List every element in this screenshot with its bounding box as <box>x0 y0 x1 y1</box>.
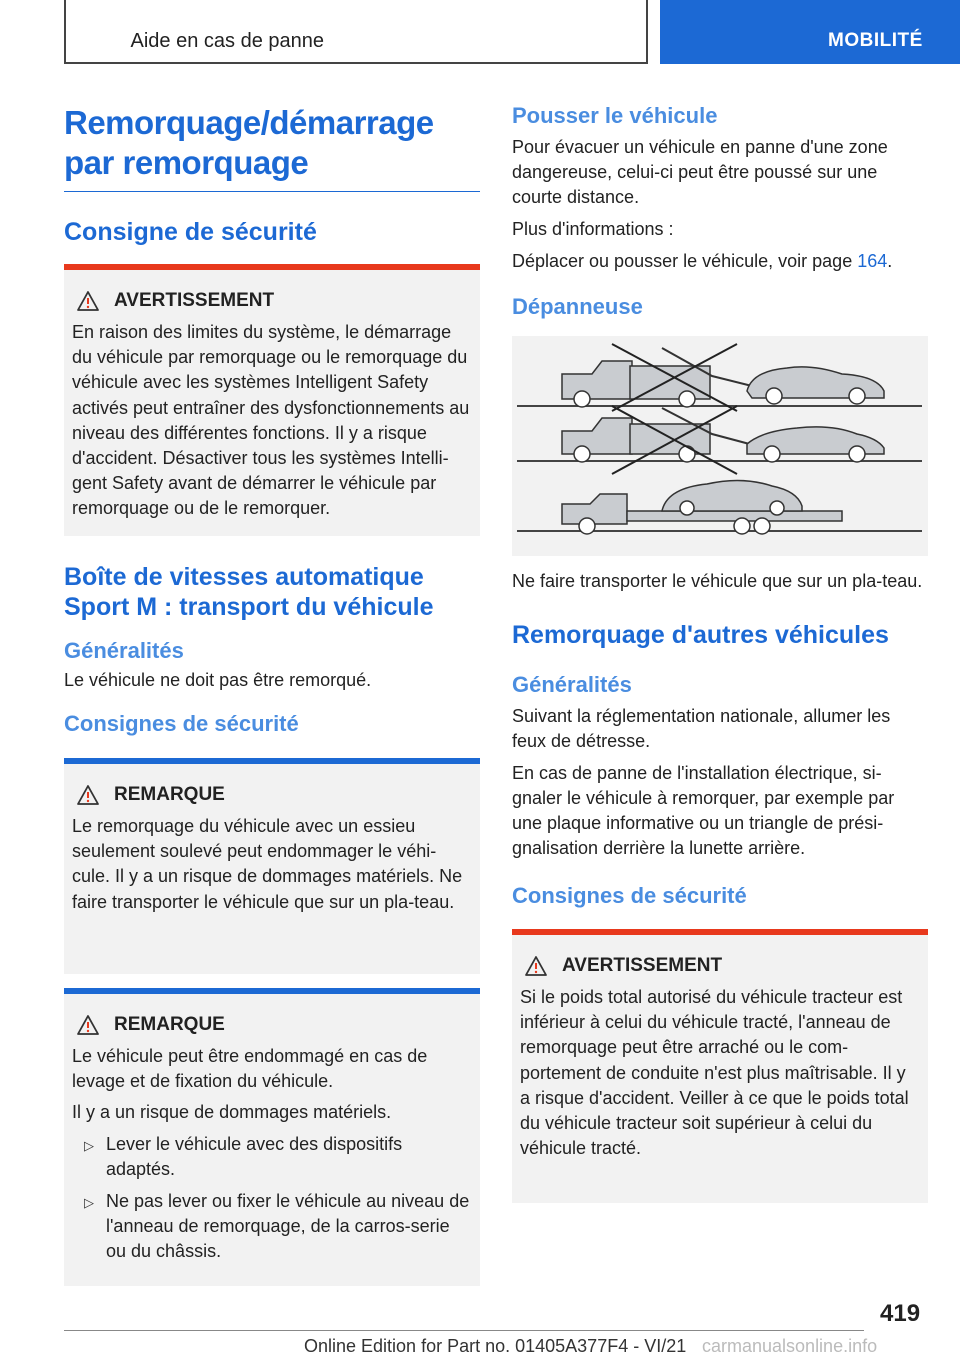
list-item <box>72 1132 472 1182</box>
warning-title-2-text: AVERTISSEMENT <box>562 955 723 976</box>
warning-box <box>64 264 480 536</box>
tow-truck-illustration <box>512 336 928 556</box>
tow-truck-caption: Ne faire transporter le véhicule que sur un pla-teau. <box>512 571 923 591</box>
safety-heading: Consigne de sécurité <box>64 218 317 246</box>
header-chapter-tab[interactable] <box>660 0 960 64</box>
note-title-1 <box>72 784 472 806</box>
warning-title-text: AVERTISSEMENT <box>114 290 275 311</box>
list-item-text: Lever le véhicule avec des dispositifs adaptés. <box>106 1133 403 1179</box>
warning-box-2 <box>512 929 928 1203</box>
page-title-line1: Remorquage/démarrage <box>64 104 434 141</box>
gearbox-heading-line1: Boîte de vitesses automatique <box>64 563 424 591</box>
tow-truck-diagram <box>512 336 928 556</box>
general-heading: Généralités <box>64 638 184 663</box>
tow-truck-row-1 <box>562 344 884 411</box>
header-chapter-label: MOBILITÉ <box>828 30 923 51</box>
safety2-heading: Consignes de sécurité <box>64 711 299 736</box>
note-bullet-list <box>72 1132 472 1265</box>
watermark: carmanualsonline.info <box>702 1336 878 1356</box>
general-text-2: En cas de panne de l'installation électrique, si-gnaler le véhicule à remorquer, par exemple par une plaque informative ou un triangle de prési-gnalisation derrière la lunette arrière. <box>512 763 895 858</box>
note-text-2b: Il y a un risque de dommages matériels. <box>72 1102 392 1123</box>
tow-truck-row-2 <box>562 406 884 474</box>
edition-text: Online Edition for Part no. 01405A377F4 - VI/21 <box>304 1336 687 1356</box>
tow-truck-heading: Dépanneuse <box>512 294 643 319</box>
warning-title <box>72 290 472 312</box>
warning-text: En raison des limites du système, le démarrage du véhicule par remorquage ou le remorquage du véhicule avec les systèmes Intelligent Safety activés peut entraîner des dysfonctionnements au niveau des différentes fonctions. Il y a risque d'accident. Désactiver tous les systèmes Intelli-gent Safety avant de démarrer le véhicule par remorquage ou de le remorquer. <box>72 322 470 519</box>
right-column <box>512 103 928 1203</box>
list-item <box>72 1189 472 1265</box>
page-title-line2: par remorquage <box>64 144 309 181</box>
more-info-text: Plus d'informations : <box>512 219 674 239</box>
title-rule <box>64 191 480 192</box>
move-text-end: . <box>887 251 893 271</box>
general-text-1: Suivant la réglementation nationale, allumer les feux de détresse. <box>512 706 891 751</box>
gearbox-heading <box>64 562 480 622</box>
push-heading: Pousser le véhicule <box>512 103 718 128</box>
note-text-1: Le remorquage du véhicule avec un essieu seulement soulevé peut endommager le véhi-cule. Il y a un risque de dommages matériels. Ne faire transporter le véhicule que sur un pla-teau. <box>72 816 463 912</box>
note-box-2 <box>64 988 480 1286</box>
bullet-triangle-icon: ▷ <box>84 1195 94 1211</box>
tow-others-heading: Remorquage d'autres véhicules <box>512 621 889 649</box>
general-text: Le véhicule ne doit pas être remorqué. <box>64 670 372 690</box>
flatbed-row <box>562 480 842 534</box>
move-text-main: Déplacer ou pousser le véhicule, voir page <box>512 251 858 271</box>
warning-triangle-icon <box>76 784 100 806</box>
warning-triangle-icon <box>524 955 548 977</box>
warning-triangle-icon <box>76 290 100 312</box>
list-item-text: Ne pas lever ou fixer le véhicule au niveau de l'anneau de remorquage, de la carros-serie ou du châssis. <box>106 1191 470 1262</box>
note-box-1 <box>64 758 480 974</box>
move-text <box>512 249 928 274</box>
page-number: 419 <box>880 1300 921 1327</box>
warning-triangle-icon <box>76 1014 100 1036</box>
push-text: Pour évacuer un véhicule en panne d'une zone dangereuse, celui-ci peut être poussé sur une courte distance. <box>512 137 888 207</box>
header-section-box <box>64 0 648 64</box>
page-title <box>64 103 480 183</box>
gearbox-heading-line2: Sport M : transport du véhicule <box>64 593 434 621</box>
warning-text-2: Si le poids total autorisé du véhicule tracteur est inférieur à celui du véhicule tracté, l'anneau de remorquage peut être arraché ou le com-portement de conduite n'est plus maîtrisable. Il y a risque d'accident. Veiller à ce que le poids total du véhicule tracteur soit supérieur à celui du véhicule tracté. <box>520 987 909 1159</box>
page-link[interactable]: 164 <box>857 251 888 271</box>
general-heading-right: Généralités <box>512 672 632 697</box>
note-title-2-text: REMARQUE <box>114 1014 225 1035</box>
note-title-2 <box>72 1014 472 1036</box>
header-section-title: Aide en cas de panne <box>130 30 324 52</box>
note-text-2a: Le véhicule peut être endommagé en cas de levage et de fixation du véhicule. <box>72 1046 428 1092</box>
left-column <box>64 103 480 1286</box>
footer-rule <box>64 1330 864 1331</box>
bullet-triangle-icon: ▷ <box>84 1137 94 1153</box>
note-title-1-text: REMARQUE <box>114 784 225 805</box>
safety-heading-right: Consignes de sécurité <box>512 883 747 908</box>
warning-title-2 <box>520 955 920 977</box>
